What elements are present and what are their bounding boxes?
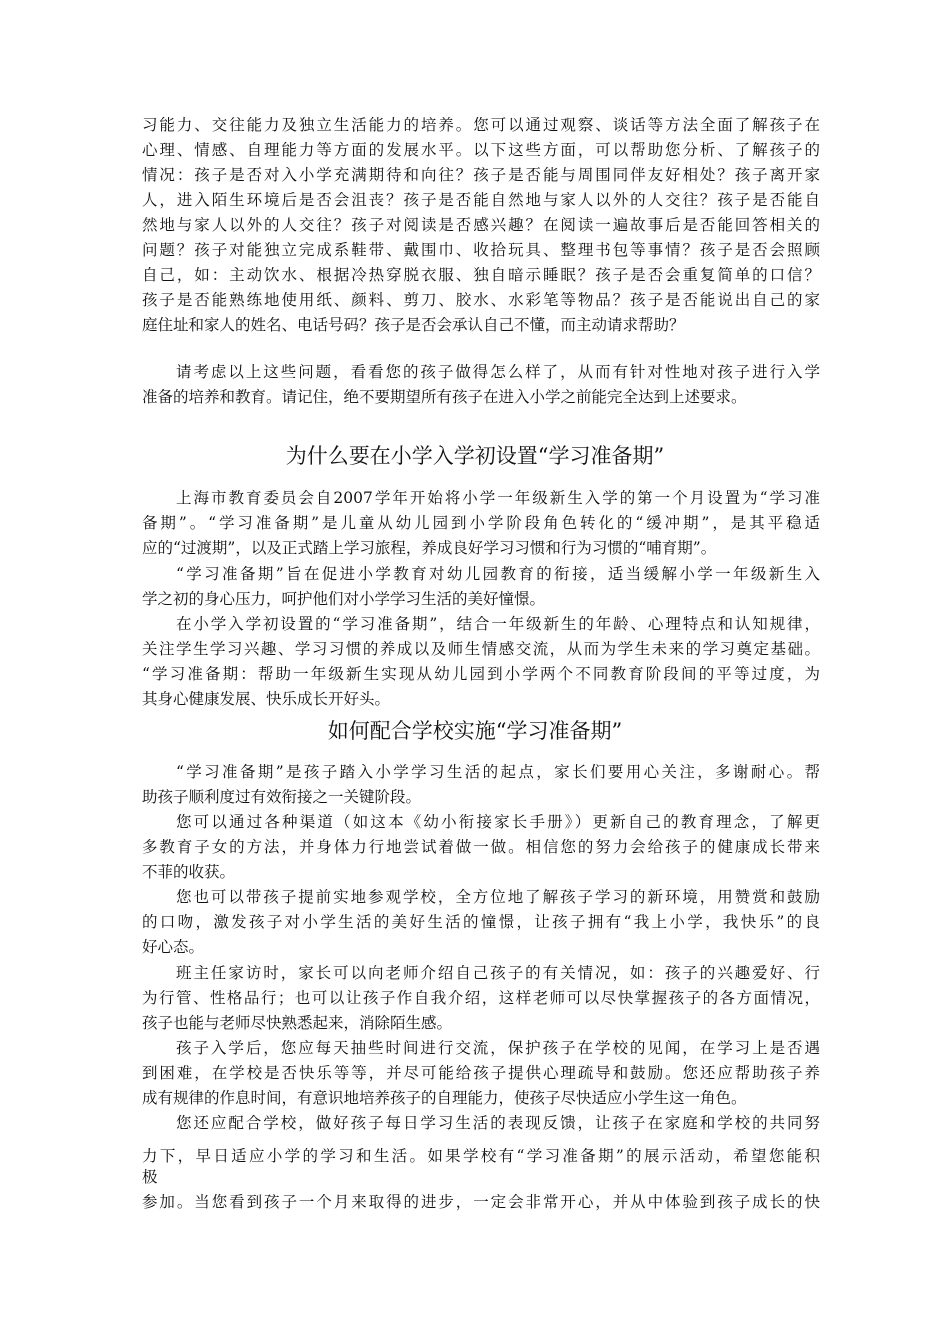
section2-line-11: 孩子也能与老师尽快熟悉起来，消除陌生感。 xyxy=(142,1014,453,1032)
section2-line-6: 您也可以带孩子提前实地参观学校，全方位地了解孩子学习的新环境，用赞赏和鼓励 xyxy=(176,888,820,906)
section1-line-4: “学习准备期”旨在促进小学教育对幼儿园教育的衔接，适当缓解小学一年级新生入 xyxy=(176,565,820,583)
intro-line-4: 人，进入陌生环境后是否会沮丧？孩子是否能自然地与家人以外的人交往？孩子是否能自 xyxy=(142,191,820,209)
section2-line-17: 极 xyxy=(142,1168,158,1186)
intro-line-5: 然地与家人以外的人交往？孩子对阅读是否感兴趣？在阅读一遍故事后是否能回答相关的 xyxy=(142,216,820,234)
section2-line-3: 您可以通过各种渠道（如这本《幼小衔接家长手册》）更新自己的教育理念，了解更 xyxy=(176,813,820,831)
section1-heading: 为什么要在小学入学初设置“学习准备期” xyxy=(285,444,665,468)
section1-line-1: 上海市教育委员会自2007学年开始将小学一年级新生入学的第一个月设置为“学习准 xyxy=(176,489,820,507)
section2-line-10: 为行管、性格品行；也可以让孩子作自我介绍，这样老师可以尽快掌握孩子的各方面情况， xyxy=(142,989,820,1007)
section2-line-12: 孩子入学后，您应每天抽些时间进行交流，保护孩子在学校的见闻，在学习上是否遇 xyxy=(176,1039,820,1057)
section2-line-13: 到困难，在学校是否快乐等等，并尽可能给孩子提供心理疏导和鼓励。您还应帮助孩子养 xyxy=(142,1064,820,1082)
section2-line-14: 成有规律的作息时间，有意识地培养孩子的自理能力，使孩子尽快适应小学生这一角色。 xyxy=(142,1089,747,1107)
section2-line-5: 不菲的收获。 xyxy=(142,863,236,881)
section2-heading: 如何配合学校实施“学习准备期” xyxy=(327,719,623,743)
section2-line-1: “学习准备期”是孩子踏入小学学习生活的起点，家长们要用心关注，多谢耐心。帮 xyxy=(176,763,820,781)
section2-line-7: 的口吻，激发孩子对小学生活的美好生活的憧憬，让孩子拥有“我上小学，我快乐”的良 xyxy=(142,913,820,931)
section2-line-15: 您还应配合学校，做好孩子每日学习生活的表现反馈，让孩子在家庭和学校的共同努 xyxy=(176,1114,820,1132)
section2-line-9: 班主任家访时，家长可以向老师介绍自己孩子的有关情况，如：孩子的兴趣爱好、行 xyxy=(176,964,820,982)
intro-line-6: 问题？孩子对能独立完成系鞋带、戴围巾、收拾玩具、整理书包等事情？孩子是否会照顾 xyxy=(142,241,820,259)
reminder-line-1: 请考虑以上这些问题，看看您的孩子做得怎么样了，从而有针对性地对孩子进行入学 xyxy=(176,363,820,381)
section1-line-9: 其身心健康发展、快乐成长开好头。 xyxy=(142,690,391,708)
intro-line-8: 孩子是否能熟练地使用纸、颜料、剪刀、胶水、水彩笔等物品？孩子是否能说出自己的家 xyxy=(142,291,820,309)
section1-line-2: 备期”。“学习准备期”是儿童从幼儿园到小学阶段角色转化的“缓冲期”，是其平稳适 xyxy=(142,514,820,532)
reminder-line-2: 准备的培养和教育。请记住，绝不要期望所有孩子在进入小学之前能完全达到上述要求。 xyxy=(142,388,747,406)
intro-line-7: 自己，如：主动饮水、根据冷热穿脱衣服、独自暗示睡眠？孩子是否会重复简单的口信？ xyxy=(142,266,820,284)
intro-line-2: 心理、情感、自理能力等方面的发展水平。以下这些方面，可以帮助您分析、了解孩子的 xyxy=(142,141,820,159)
section1-line-5: 学之初的身心压力，呵护他们对小学学习生活的美好憧憬。 xyxy=(142,590,546,608)
section1-line-8: “学习准备期：帮助一年级新生实现从幼儿园到小学两个不同教育阶段间的平等过度，为 xyxy=(142,665,820,683)
section2-line-2: 助孩子顺利度过有效衔接之一关键阶段。 xyxy=(142,788,422,806)
section2-line-18: 参加。当您看到孩子一个月来取得的进步，一定会非常开心，并从中体验到孩子成长的快 xyxy=(142,1193,820,1211)
intro-line-9: 庭住址和家人的姓名、电话号码？孩子是否会承认自己不懂，而主动请求帮助？ xyxy=(142,316,685,334)
section2-line-4: 多教育子女的方法，并身体力行地尝试着做一做。相信您的努力会给孩子的健康成长带来 xyxy=(142,838,820,856)
section2-line-8: 好心态。 xyxy=(142,938,205,956)
section1-line-3: 应的“过渡期”，以及正式踏上学习旅程，养成良好学习习惯和行为习惯的“哺育期”。 xyxy=(142,539,717,557)
section1-line-7: 关注学生学习兴趣、学习习惯的养成以及师生情感交流，从而为学生未来的学习奠定基础。 xyxy=(142,640,820,658)
section2-line-16: 力下，早日适应小学的学习和生活。如果学校有“学习准备期”的展示活动，希望您能积 xyxy=(142,1147,820,1165)
intro-line-3: 情况：孩子是否对入小学充满期待和向往？孩子是否能与周围同伴友好相处？孩子离开家 xyxy=(142,166,820,184)
intro-line-1: 习能力、交往能力及独立生活能力的培养。您可以通过观察、谈话等方法全面了解孩子在 xyxy=(142,116,820,134)
section1-line-6: 在小学入学初设置的“学习准备期”，结合一年级新生的年龄、心理特点和认知规律， xyxy=(176,615,820,633)
